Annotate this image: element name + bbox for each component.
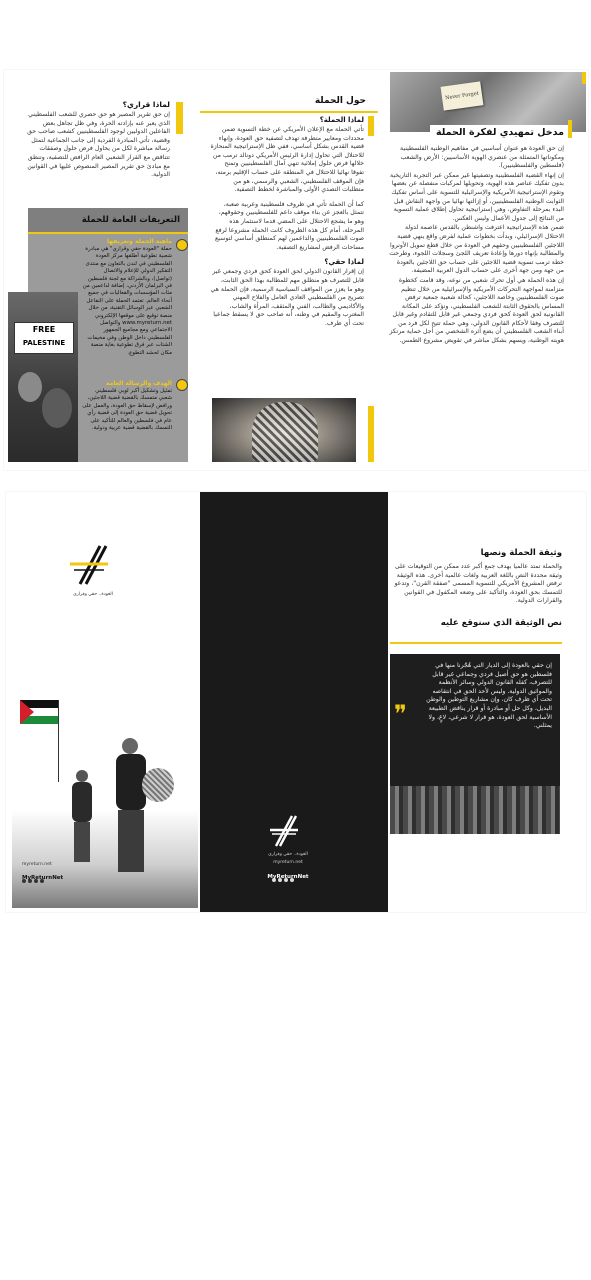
why-me-title: لماذا حقي؟	[324, 258, 364, 267]
intro-paragraph: إن هذه الحملة هي أول تحرك شعبي من نوعه، وقد قامت كخطوة متزامنة لمواجهة التحركات الأمريكية والإسرائيلية من خلال تنظيم صوت الفلسطينيين وخاصة اللاجئين، كحالة شعبية جمعية ترفض المساس بالحقوق الثابتة للشعب الفلسطيني، وتؤكد على المكانة القانونية لحق العودة كحق فردي وجمعي غير قابل للتقادم وغير قابل للتصرف وفقا لأحكام القانون الدولي، وهي حملة تتيح لكل فرد من أبناء الشعب الفلسطيني أن يضع أثره الشخصي من أجل حماية مرتكز هويته الوطنية، ويسهم بشكل مباشر في تقويض مشروع الطمس.	[389, 276, 564, 345]
protest-photo	[8, 292, 78, 462]
intro-column	[388, 120, 564, 346]
intro-title-bar	[568, 120, 572, 138]
adult-figure	[110, 738, 150, 878]
quote-mark-icon: ❞	[394, 700, 407, 728]
dark-panel	[200, 492, 388, 912]
decision-accent-bar	[176, 102, 183, 134]
social-icons-dark	[272, 867, 302, 872]
definition-item-text: تمثيل وتشكيل أكبر لوبي فلسطيني شعبي متمسك بالقضية قضية اللاجئين، ورافض لإسقاط حق العودة، والعمل على تحويل قضية حق العودة إلى قضية رأي عام في فلسطين والعالم للتأكيد على التمسك بالقضية قضية عربية ودولية.	[82, 388, 172, 432]
definition-item-text: حملة "العودة حقي وقراري" هي مبادرة شعبية تطوعية أطلقها مركز العودة الفلسطيني في لندن بالتعاون مع منتدى التفكير الدولي للإعلام والاتصال (تواصل)، وبالشراكة مع لجنة فلسطين في البرلمان الأردني، إضافة لداعمين من مئات المؤسسات والفعاليات في جميع أنحاء العالم. تعتمد الحملة على التفاعل الشعبي عبر الوسائل التقنية، من خلال منصة توقيع على موقعها الإلكتروني www.myreturn.net والتواصل الاجتماعي ومع مجاميع الجمهور الفلسطيني داخل الوطن وفي مخيمات الشتات عبر فرق تطوعية بغاية منصة مكان لحشد التطوع.	[82, 246, 172, 356]
intro-paragraph: إن إنهاء القضية الفلسطينية وتصفيتها غير ممكن عبر التجربة التاريخية بدون تفكيك عناصر هذه الهوية، وتحويلها لمركبات منفصلة عن بعضها وتقوم الإستراتيجية الأمريكية والإسرائيلية للتسوية على أساس تفكيك الثوابت الوطنية الفلسطينيين، أو إزالتها نهائيا من واجهة النقاش قبل البدء بمرحلة التفاوض، وهي إستراتيجية تحاول إطلاق عملية التسوية من النتائج إلى جدول الأعمال وليس العكس.	[390, 171, 564, 222]
campaign-title-underline	[200, 111, 378, 113]
intro-bottom-bar	[368, 406, 374, 462]
definition-item-title: ماهية الحملة وتعريفها	[106, 238, 172, 245]
brand-tagline-dark: العودة.. حقي وقراري	[268, 852, 308, 857]
campaign-column	[210, 96, 366, 106]
target-icon	[176, 239, 188, 251]
goal-icon	[176, 379, 188, 391]
brand-name-dark: MyReturnNet	[267, 874, 309, 880]
flag-pole	[58, 700, 59, 782]
decision-title: لماذا قراري؟	[122, 100, 170, 109]
sign-free: FREE	[32, 325, 56, 334]
definitions-title: التعريفات العامة للحملة	[81, 215, 180, 225]
why-me-text: إن إقرار القانون الدولي لحق العودة كحق فردي وجمعي غير قابل للتصرف هو منطلق مهم للمطالبة بهذا الحق الثابت، وهو ما يعزز من المواقف السياسية الرسمية، فإن الحملة هي تصريح من الفلسطيني العادي العامل والفلاح المهني والأكاديمي والطالب، الفني والمثقف، المرأة والشاب، المغترب والمقيم في وطنه، أنه صاحب حق لا يسقط جماعيا تحت أي ظرف.	[210, 268, 364, 327]
intro-paragraph: ضمن هذه الإستراتيجية اعترفت واشنطن بالقدس عاصمة لدولة الاحتلال الإسرائيلي، وبدأت بخطوات عملية لفرض واقع ينهي قضية اللاجئين الفلسطينيين وحقهم في العودة من خلال قطع تمويل الأونروا والمطالبة بإنهاء دورها وإعادة تعريف اللجئ وسجلات اللجوء، وطرحت خطة ترمب تسوية قضية اللاجئين على حساب حق اللاجئين بالعودة من جهة ومن جهة أخرى على حساب الدول العربية المضيفة.	[389, 224, 564, 275]
campaign-title: حول الحملة	[314, 96, 366, 106]
why-campaign-paragraph: تأتي الحملة مع الإعلان الأمريكي عن خطة التسوية ضمن محددات ومعايير متطرفة تهدف لتصفية حق العودة، وإنهاء قضية القدس بشكل أساسي، ففي ظل الإستراتيجية المنحازة للاحتلال التي تحاول إدارة الرئيس الأمريكي دونالد ترمب من خلالها فرض حلول إملائية تنهي آمال الفلسطينيين وتمنح تفوقا نهائيا للاحتلال في المنطقة على حساب الإقليم برمته، فإن الموقف الفلسطيني، الشعبي والرسمي، هو من متطلبات التصدي الأولى والمباشرة لخطط التصفية.	[210, 126, 364, 194]
brand-logo-white	[266, 812, 302, 850]
elder-photo	[212, 398, 356, 462]
brand-name: MyReturnNet	[22, 875, 64, 881]
paper-note: Never Forget	[441, 81, 484, 110]
sign-palestine: PALESTINE	[22, 339, 66, 347]
why-campaign-title: لماذا الحملة؟	[319, 116, 364, 124]
decision-column	[20, 100, 170, 180]
crowd-photo	[390, 786, 560, 834]
intro-paragraph: إن حق العودة هو عنوان أساسيي في مفاهيم الوطنية الفلسطينية ومكوناتها المتمثلة من عنصري الهوية الأساسيين: الأرض والشعب (فلسطين والفلسطينيين).	[400, 145, 564, 170]
brand-site: myreturn.net	[22, 862, 52, 867]
brand-tagline: العودة.. حقي وقراري	[73, 592, 113, 597]
doc-column	[392, 548, 562, 628]
child-figure	[68, 770, 96, 866]
doc-title: وثيقة الحملة ونصها	[480, 548, 562, 558]
social-icons	[22, 868, 52, 873]
doc-text: والحملة تمتد عالميا بهدف جمع أكبر عدد ممكن من التوقيعات على وثيقة محددة النص باللغة العربية ولغات عالمية أخرى. هذه الوثيقة ترفض المشروع الأمريكي للتسوية المسمى "صفقة القرن"، وتدعو للتمسك بحق العودة، والتأكيد على وضعه المكفول في القوانين والقرارات الدولية.	[394, 563, 562, 605]
top-spread	[4, 70, 588, 470]
pledge-quote: إن حقي بالعودة إلى الديار التي هُجّرنا منها في فلسطين هو حق أصيل فردي وجماعي غير قابل للتصرف، كفله القانون الدولي وسائر الأنظمة والمواثيق الدولية. وليس لأحد الحق في انتقاصه تحت أي ظرف كان، وإن مشاريع التوطين والوطن البديل، وكل حل أو مبادرة أو قرار يناقض الطبيعة الأساسية لحق العودة، هو قرار لا شرعي، لاغٍ، ولا يمثلني.	[426, 662, 552, 730]
bundle	[142, 768, 174, 802]
campaign-body	[210, 116, 364, 328]
decision-text: إن حق تقرير المصير هو حق حصري للشعب الفلسطيني الذي يعبر عنه بإرادته الحرة، وفي ظل تجاهل بعض الفاعلين الدوليين لوجود الفلسطينيين كشعب صاحب حق وقضية، تأتي المبادرة الفردية إلى جانب الجماعية لتمثل رسالة مباشرة لكل من يحاول فرض حلول وصفقات تتناقض مع القرار الشعبي العام الرافض للتصفية، وتنطق مع مبادئ حق تقرير المصير المنصوص عليها في القوانين الدولية.	[27, 111, 170, 179]
definitions-underline	[28, 232, 188, 234]
goal-body	[82, 380, 172, 432]
brand-site-dark: myreturn.net	[273, 860, 303, 865]
brand-logo	[66, 542, 112, 588]
definitions-body	[82, 238, 172, 357]
why-campaign-paragraph: كما أن الحملة تأتي في ظروف فلسطينية وعربية صعبة، تتمثل بالعجز عن بناء موقف داعم للفلسطينيين وحقوقهم، وهو ما يشجع الاحتلال على المضي قدما لاستثمار هذه المرحلة، أمام كل هذه الظروف كانت الحملة مشروعا لرفع صوت الفلسطينيين والداعمين لهم كمنطلق أساسي لتوسيع مساحات الرفض لمشاريع التصفية.	[215, 200, 364, 251]
pledge-title: نص الوثيقة الذي سنوقع عليه	[440, 617, 562, 628]
intro-accent-bar	[582, 72, 586, 84]
palestine-flag	[20, 700, 58, 724]
bottom-spread	[6, 492, 586, 912]
pledge-title-underline	[390, 642, 562, 644]
intro-title: مدخل تمهيدي لفكرة الحملة	[430, 125, 568, 141]
pledge-box	[390, 654, 560, 786]
campaign-accent-bar	[368, 116, 374, 136]
definition-item-title: الهدف والرسالة العامة	[105, 380, 172, 387]
